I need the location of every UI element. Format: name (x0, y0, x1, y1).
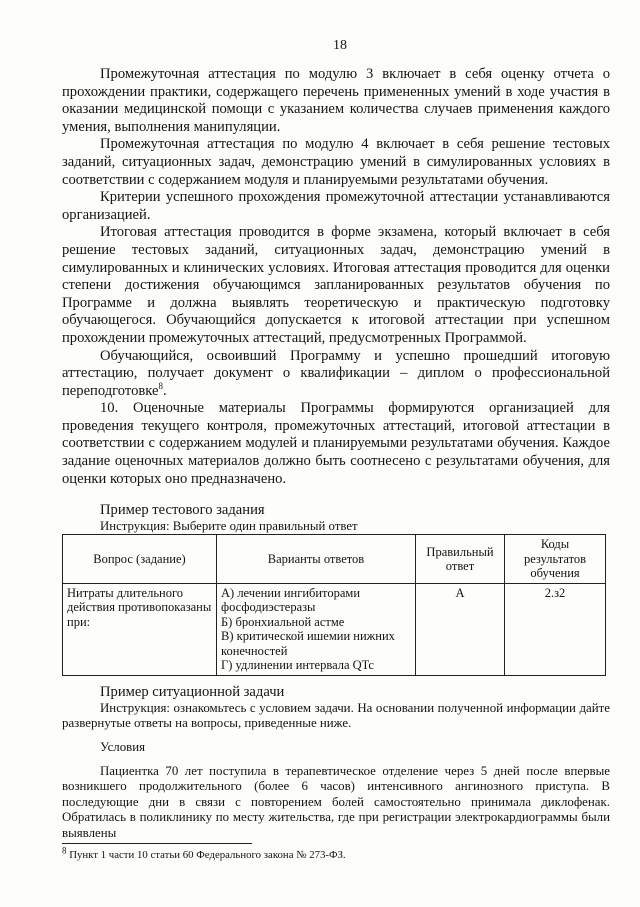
page-number: 18 (333, 38, 347, 53)
cell-options (217, 583, 416, 675)
paragraph-assessment-materials: 10. Оценочные материалы Программы формируются организацией для проведения текущего контроля, промежуточных аттестаций, итоговой аттестации в соответствии с содержанием модулей и планируемыми результатами обучения. Каждое задание оценочных материалов должно быть соотнесено с результатами обучения, для оценки которых оно предназначено. (62, 400, 610, 487)
footnote-text: Пункт 1 части 10 статьи 60 Федерального закона № 273-ФЗ. (69, 849, 346, 861)
paragraph-module-4: Промежуточная аттестация по модулю 4 включает в себя решение тестовых заданий, ситуационных задач, демонстрацию умений в симулированных условиях в соответствии с содержанием модуля и планируемыми результатами обучения. (62, 136, 610, 188)
paragraph-diploma (62, 348, 610, 401)
option-d: Г) удлинении интервала QTc (221, 658, 374, 673)
header-correct: Правильный ответ (416, 535, 505, 584)
option-c: В) критической ишемии нижних конечностей (221, 629, 395, 658)
situational-instruction: Инструкция: ознакомьтесь с условием задачи. На основании полученной информации дайте развернутые ответы на вопросы, приведенные ниже. (62, 700, 610, 731)
cell-question: Нитраты длительного действия противопоказаны при: (63, 583, 217, 675)
footnote-ref: 8 (158, 380, 163, 391)
cell-codes: 2.з2 (505, 583, 606, 675)
header-question: Вопрос (задание) (63, 535, 217, 584)
situational-title: Пример ситуационной задачи (100, 683, 285, 700)
paragraph-final-attestation: Итоговая аттестация проводится в форме экзамена, который включает в себя решение тестовых заданий, ситуационных задач, демонстрацию умений в симулированных и клинических условиях. Итоговая аттестация проводится для оценки степени достижения обучающимся запланированных результатов обучения по Программе и должна выявлять теоретическую и практическую подготовку обучающегося. Обучающийся допускается к итоговой аттестации при успешном прохождении промежуточных аттестаций, предусмотренных Программой. (62, 224, 610, 346)
document-body (62, 66, 610, 842)
header-options: Варианты ответов (217, 535, 416, 584)
footnote-divider (62, 843, 252, 844)
test-example-instruction: Инструкция: Выберите один правильный ответ (100, 519, 358, 534)
cell-correct: А (416, 583, 505, 675)
paragraph-module-3: Промежуточная аттестация по модулю 3 включает в себя оценку отчета о прохождении практики, содержащего перечень примененных умений в ходе участия в оказании медицинской помощи с указанием количества случаев применения каждого умения, выполнения манипуляции. (62, 66, 610, 135)
conditions-label: Условия (100, 739, 146, 754)
paragraph-diploma-end: . (162, 382, 167, 399)
paragraph-criteria: Критерии успешного прохождения промежуточной аттестации устанавливаются организацией. (62, 189, 610, 223)
option-a: А) лечении ингибиторами фосфодиэстеразы (221, 585, 361, 615)
test-table (62, 534, 606, 676)
option-b: Б) бронхиальной астме (221, 614, 345, 629)
header-codes: Коды результатов обучения (505, 535, 606, 584)
paragraph-diploma-text: Обучающийся, освоивший Программу и успешно прошедший итоговую аттестацию, получает документ о квалификации – диплом о профессиональной переподготовке (62, 347, 610, 399)
test-table-header-row (63, 535, 606, 584)
footnote (62, 845, 346, 861)
conditions-text: Пациентка 70 лет поступила в терапевтическое отделение через 5 дней после впервые возникшего продолжительного (более 6 часов) интенсивного ангинозного приступа. В последующие дни в связи с повторением болей самостоятельно принимала диклофенак. Обратилась в поликлинику по месту жительства, где при регистрации электрокардиограммы были выявлены (62, 763, 610, 840)
footnote-marker: 8 (62, 845, 67, 856)
test-table-row (63, 583, 606, 675)
test-example-title: Пример тестового задания (100, 502, 265, 519)
